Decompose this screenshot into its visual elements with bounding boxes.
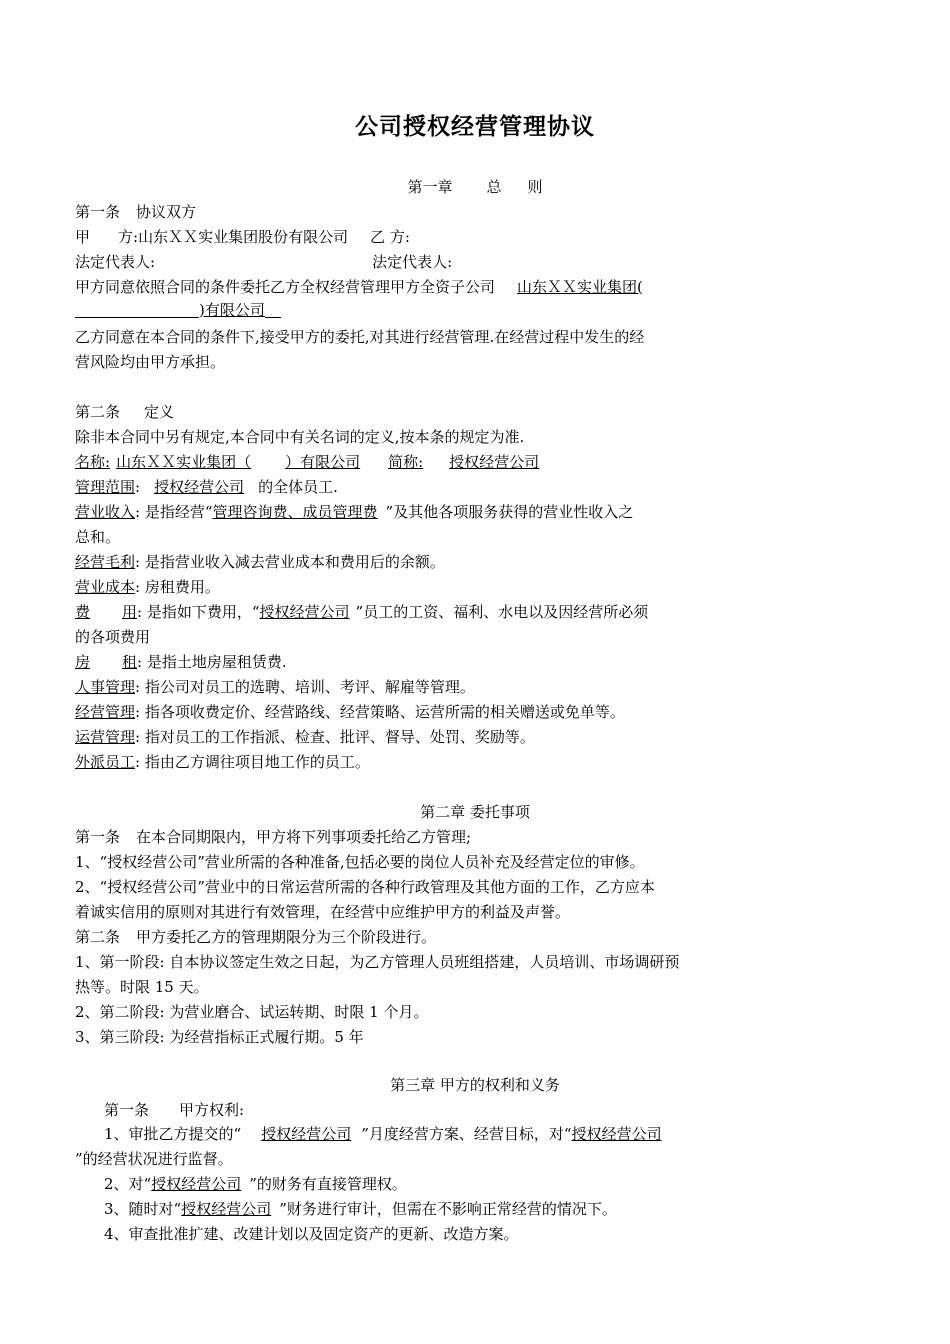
def-scope: 管理范围: 授权经营公司 的全体员工.	[75, 478, 338, 496]
chapter-1-heading: 第一章 总 则	[407, 178, 543, 196]
right-1: 1、审批乙方提交的“ 授权经营公司 ”月度经营方案、经营目标，对“授权经营公司	[104, 1125, 662, 1143]
ch2-article-1: 第一条 在本合同期限内，甲方将下列事项委托给乙方管理;	[75, 828, 472, 846]
def-outsourced: 外派员工: 指由乙方调往项目地工作的员工。	[75, 753, 370, 771]
def-hr: 人事管理: 指公司对员工的选聘、培训、考评、解雇等管理。	[75, 678, 475, 696]
right-4: 4、审查批准扩建、改建计划以及固定资产的更新、改造方案。	[104, 1225, 519, 1243]
entrust-line-2: )有限公司	[75, 298, 825, 323]
def-name: 名称: 山东ＸＸ实业集团（ ）有限公司 简称: 授权经营公司	[75, 453, 540, 471]
def-rent: 房 租: 是指土地房屋租赁费.	[75, 653, 287, 671]
party-b-label: 乙 方:	[370, 228, 410, 246]
right-2: 2、对“授权经营公司 ”的财务有直接管理权。	[104, 1175, 407, 1193]
def-gross: 经营毛利: 是指营业收入减去营业成本和费用后的余额。	[75, 553, 445, 571]
def-biz: 经营管理: 指各项收费定价、经营路线、经营策略、运营所需的相关赠送或免单等。	[75, 703, 625, 721]
representative-line: 法定代表人: 法定代表人:	[75, 253, 453, 271]
accept-line-2: 营风险均由甲方承担。	[75, 353, 226, 371]
article-definitions: 第二条 定义	[75, 403, 175, 421]
ch2-item-2: 2、“授权经营公司”营业中的日常运营所需的各种行政管理及其他方面的工作，乙方应本	[75, 878, 655, 896]
ch2-item-1: 1、“授权经营公司”营业所需的各种准备,包括必要的岗位人员补充及经营定位的审修。	[75, 853, 645, 871]
chapter-2-heading: 第二章 委托事项	[420, 803, 530, 821]
def-income-2: 总和。	[75, 528, 121, 546]
accept-line-1: 乙方同意在本合同的条件下,接受甲方的委托,对其进行经营管理.在经营过程中发生的经	[75, 328, 645, 346]
ch3-article-1: 第一条 甲方权利:	[104, 1101, 245, 1119]
entrust-line: 甲方同意依照合同的条件委托乙方全权经营管理甲方全资子公司 山东ＸＸ实业集团(	[75, 278, 643, 296]
party-line: 甲 方:山东ＸＸ实业集团股份有限公司 乙 方:	[75, 228, 410, 246]
stage-3: 3、第三阶段: 为经营指标正式履行期。5 年	[75, 1028, 364, 1046]
def-fee: 费 用: 是指如下费用，“授权经营公司 ”员工的工资、福利、水电以及因经营所必须	[75, 603, 649, 621]
chapter-3-heading: 第三章 甲方的权利和义务	[390, 1076, 560, 1094]
ch2-item-2-cont: 着诚实信用的原则对其进行有效管理，在经营中应维护甲方的利益及声誉。	[75, 903, 571, 921]
entrusted-company: 山东ＸＸ实业集团(	[517, 278, 643, 296]
company-blank	[75, 299, 199, 318]
def-ops: 运营管理: 指对员工的工作指派、检查、批评、督导、处罚、奖励等。	[75, 728, 535, 746]
stage-1-cont: 热等。时限 15 天。	[75, 978, 209, 996]
ch2-article-2: 第二条 甲方委托乙方的管理期限分为三个阶段进行。	[75, 928, 437, 946]
def-income: 营业收入: 是指经营“管理咨询费、成员管理费 ”及其他各项服务获得的营业性收入之	[75, 503, 634, 521]
stage-1: 1、第一阶段: 自本协议签定生效之日起，为乙方管理人员班组搭建，人员培训、市场调研预	[75, 953, 680, 971]
document-title: 公司授权经营管理协议	[355, 114, 595, 140]
article-parties: 第一条 协议双方	[75, 203, 197, 221]
right-1-cont: ”的经营状况进行监督。	[75, 1150, 233, 1168]
definitions-intro: 除非本合同中另有规定,本合同中有关名词的定义,按本条的规定为准.	[75, 428, 525, 446]
right-3: 3、随时对“授权经营公司 ”财务进行审计，但需在不影响正常经营的情况下。	[104, 1200, 617, 1218]
stage-2: 2、第二阶段: 为营业磨合、试运转期、时限 1 个月。	[75, 1003, 429, 1021]
def-fee-2: 的各项费用	[75, 628, 151, 646]
party-a-name: 山东ＸＸ实业集团股份有限公司	[138, 228, 349, 246]
def-cost: 营业成本: 房租费用。	[75, 578, 220, 596]
